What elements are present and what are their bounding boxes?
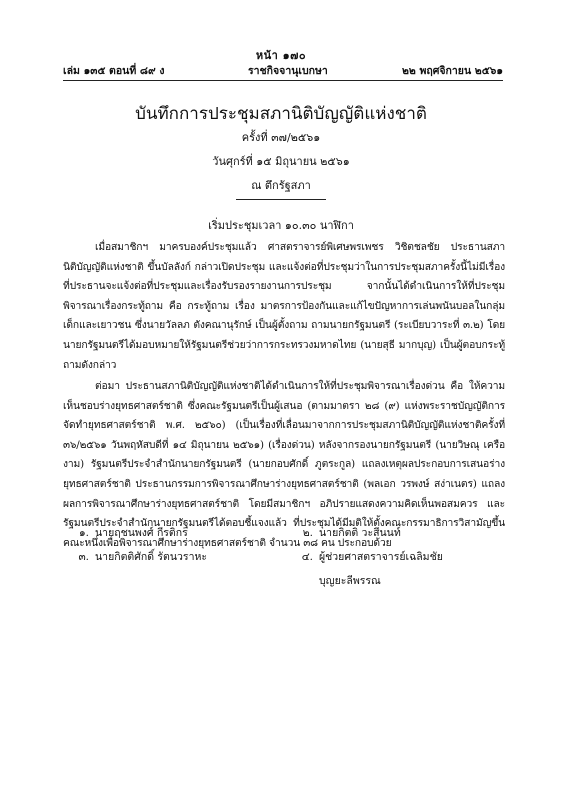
list-item [287, 571, 381, 592]
page-number: หน้า ๑๗๐ [255, 49, 307, 62]
start-time: เริ่มประชุมเวลา ๑๐.๓๐ นาฬิกา [208, 219, 354, 232]
header-divider [63, 80, 503, 81]
meeting-location: ณ ตึกรัฐสภา [251, 179, 311, 192]
document-title: บันทึกการประชุมสภานิติบัญญัติแห่งชาติ [135, 104, 427, 124]
member-number: ๑. [78, 527, 89, 539]
paragraph-opening: เมื่อสมาชิกฯ มาครบองค์ประชุมแล้ว ศาสตราจารย์พิเศษพรเพชร วิชิตชลชัย ประธานสภานิติบัญญัติแห่งชาติ ขึ้นบัลลังก์ กล่าวเปิดประชุม และแจ้งต่อที่ประชุมว่าในการประชุมสภาครั้งนี้ไม่มีเรื่องที่ประธานจะแจ้งต่อที่ประชุมและเรื่องรับรองรายงานการประชุม จากนั้นได้ดำเนินการให้ที่ประชุมพิจารณาเรื่องกระทู้ถาม คือ กระทู้ถาม เรื่อง มาตรการป้องกันและแก้ไขปัญหาการเล่นพนันบอลในกลุ่มเด็กและเยาวชน ซึ่งนายวัลลภ ตังคณานุรักษ์ เป็นผู้ตั้งถาม ถามนายกรัฐมนตรี (ระเบียบวาระที่ ๓.๒) โดยนายกรัฐมนตรีได้มอบหมายให้รัฐมนตรีช่วยว่าการกระทรวงมหาดไทย (นายสุธี มากบุญ) เป็นผู้ตอบกระทู้ถามดังกล่าว [63, 241, 505, 371]
gazette-header [63, 62, 503, 80]
member-number: ๔. [301, 551, 313, 563]
member-name: บุญยะลีพรรณ [319, 575, 381, 587]
volume-issue: เล่ม ๑๓๕ ตอนที่ ๘๙ ง [63, 65, 165, 77]
list-item [63, 523, 188, 544]
member-name: ผู้ช่วยศาสตราจารย์เฉลิมชัย [319, 551, 443, 563]
publication-name: ราชกิจจานุเบกษา [248, 65, 328, 77]
list-item [287, 547, 443, 568]
member-name: นายกิตติศักดิ์ รัตนวราหะ [95, 551, 208, 563]
paragraph-urgent-matter: ต่อมา ประธานสภานิติบัญญัติแห่งชาติได้ดำเนินการให้ที่ประชุมพิจารณาเรื่องด่วน คือ ให้ความเห็นชอบร่างยุทธศาสตร์ชาติ ซึ่งคณะรัฐมนตรีเป็นผู้เสนอ (ตามมาตรา ๒๘ (๙) แห่งพระราชบัญญัติการจัดทำยุทธศาสตร์ชาติ พ.ศ. ๒๕๖๐) (เป็นเรื่องที่เลื่อนมาจากการประชุมสภานิติบัญญัติแห่งชาติครั้งที่ ๓๖/๒๕๖๑ วันพฤหัสบดีที่ ๑๔ มิถุนายน ๒๕๖๑) (เรื่องด่วน) หลังจากรองนายกรัฐมนตรี (นายวิษณุ เครืองาม) รัฐมนตรีประจำสำนักนายกรัฐมนตรี (นายกอบศักดิ์ ภูตระกูล) แถลงเหตุผลประกอบการเสนอร่างยุทธศาสตร์ชาติ ประธานกรรมการพิจารณาศึกษาร่างยุทธศาสตร์ชาติ (พลเอก วรพงษ์ สง่าเนตร) แถลงผลการพิจารณาศึกษาร่างยุทธศาสตร์ชาติ โดยมีสมาชิกฯ อภิปรายแสดงความคิดเห็นพอสมควร และรัฐมนตรีประจำสำนักนายกรัฐมนตรีได้ตอบชี้แจงแล้ว ที่ประชุมได้มีมติให้ตั้งคณะกรรมาธิการวิสามัญขึ้นคณะหนึ่งเพื่อพิจารณาศึกษาร่างยุทธศาสตร์ชาติ จำนวน ๓๘ คน ประกอบด้วย [63, 380, 505, 549]
member-name: นายกิตติ วะสีนนท์ [319, 527, 401, 539]
list-item [63, 547, 207, 568]
list-item [287, 523, 401, 544]
session-number: ครั้งที่ ๓๗/๒๕๖๑ [241, 131, 321, 144]
meeting-date: วันศุกร์ที่ ๑๕ มิถุนายน ๒๕๖๑ [212, 155, 350, 168]
member-number: ๒. [302, 527, 313, 539]
title-divider [236, 199, 326, 200]
member-name: นายฤชนพงศ์ กีรติกร [95, 527, 188, 539]
publication-date: ๒๒ พฤศจิกายน ๒๕๖๑ [401, 65, 503, 77]
member-number: ๓. [78, 551, 89, 563]
